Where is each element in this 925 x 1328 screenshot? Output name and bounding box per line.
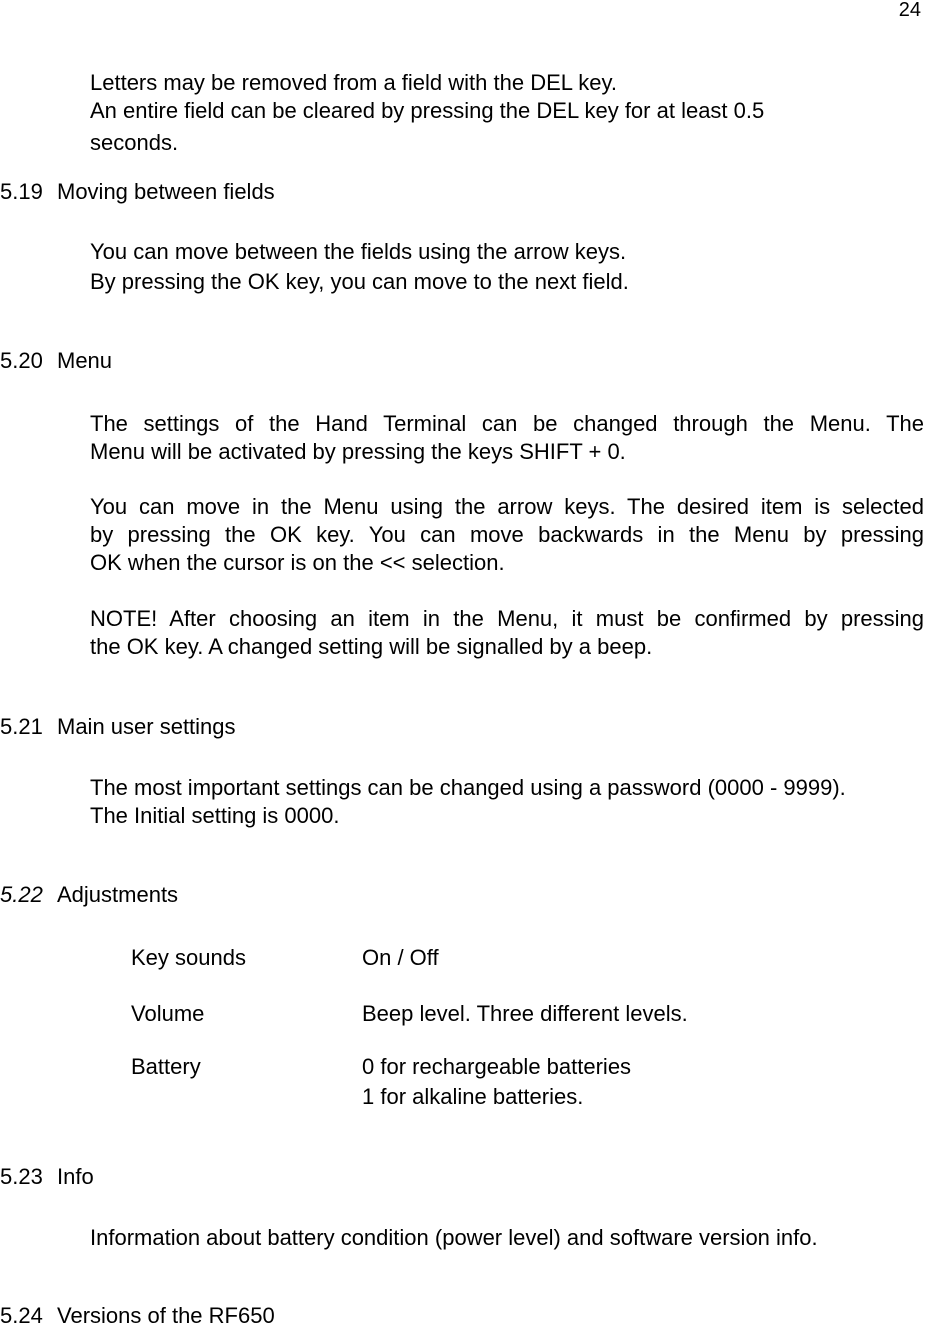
paragraph-line: The Initial setting is 0000. (90, 803, 340, 828)
main-user-settings-paragraph (90, 774, 924, 830)
section-heading-5-21 (0, 716, 236, 738)
section-number: 5.22 (0, 882, 43, 907)
section-number: 5.24 (0, 1303, 43, 1328)
paragraph-line: The most important settings can be changed using a password (0000 - 9999). (90, 775, 846, 800)
section-title: Menu (57, 348, 113, 373)
paragraph-line: Information about battery condition (power level) and software version info. (90, 1225, 818, 1250)
paragraph-line: You can move in the Menu using the arrow keys. The desired item is selected (90, 494, 924, 519)
section-heading-5-20 (0, 350, 112, 372)
section-title: Versions of the RF650 (57, 1303, 275, 1328)
paragraph-line: OK when the cursor is on the << selection. (90, 550, 505, 575)
paragraph-line: NOTE! After choosing an item in the Menu, it must be confirmed by pressing (90, 606, 924, 631)
setting-label-battery: Battery (131, 1054, 201, 1079)
paragraph-line: By pressing the OK key, you can move to the next field. (90, 269, 629, 294)
section-number: 5.21 (0, 714, 43, 739)
section-title: Main user settings (57, 714, 236, 739)
setting-label-key-sounds: Key sounds (131, 945, 246, 970)
section-heading-5-24 (0, 1305, 275, 1327)
setting-value-battery: 0 for rechargeable batteries (362, 1054, 632, 1079)
section-heading-5-23 (0, 1166, 94, 1188)
section-title: Info (57, 1164, 94, 1189)
section-number: 5.23 (0, 1164, 43, 1189)
intro-line-2: An entire field can be cleared by pressing the DEL key for at least 0.5 (90, 98, 765, 123)
menu-paragraph-2 (90, 493, 924, 577)
setting-label-volume: Volume (131, 1001, 205, 1026)
paragraph-line: Menu will be activated by pressing the keys SHIFT + 0. (90, 439, 626, 464)
paragraph-line: by pressing the OK key. You can move backwards in the Menu by pressing (90, 522, 924, 547)
paragraph-line: The settings of the Hand Terminal can be changed through the Menu. The (90, 411, 924, 436)
intro-line-3: seconds. (90, 130, 179, 155)
intro-paragraph (90, 69, 924, 155)
section-title: Moving between fields (57, 179, 275, 204)
intro-line-1: Letters may be removed from a field with the DEL key. (90, 70, 618, 95)
section-title: Adjustments (57, 882, 179, 907)
setting-value-battery-line-2: 1 for alkaline batteries. (362, 1084, 584, 1109)
paragraph-line: the OK key. A changed setting will be signalled by a beep. (90, 634, 653, 659)
setting-value-volume: Beep level. Three different levels. (362, 1001, 688, 1026)
page-number: 24 (898, 0, 921, 21)
section-number: 5.19 (0, 179, 43, 204)
section-heading-5-22 (0, 884, 178, 906)
setting-value-key-sounds: On / Off (362, 945, 439, 970)
paragraph-line: You can move between the fields using the arrow keys. (90, 239, 627, 264)
info-paragraph (90, 1224, 924, 1252)
menu-paragraph-1 (90, 410, 924, 466)
moving-between-fields-paragraph (90, 238, 924, 296)
section-number: 5.20 (0, 348, 43, 373)
section-heading-5-19 (0, 181, 275, 203)
menu-note-paragraph (90, 605, 924, 661)
